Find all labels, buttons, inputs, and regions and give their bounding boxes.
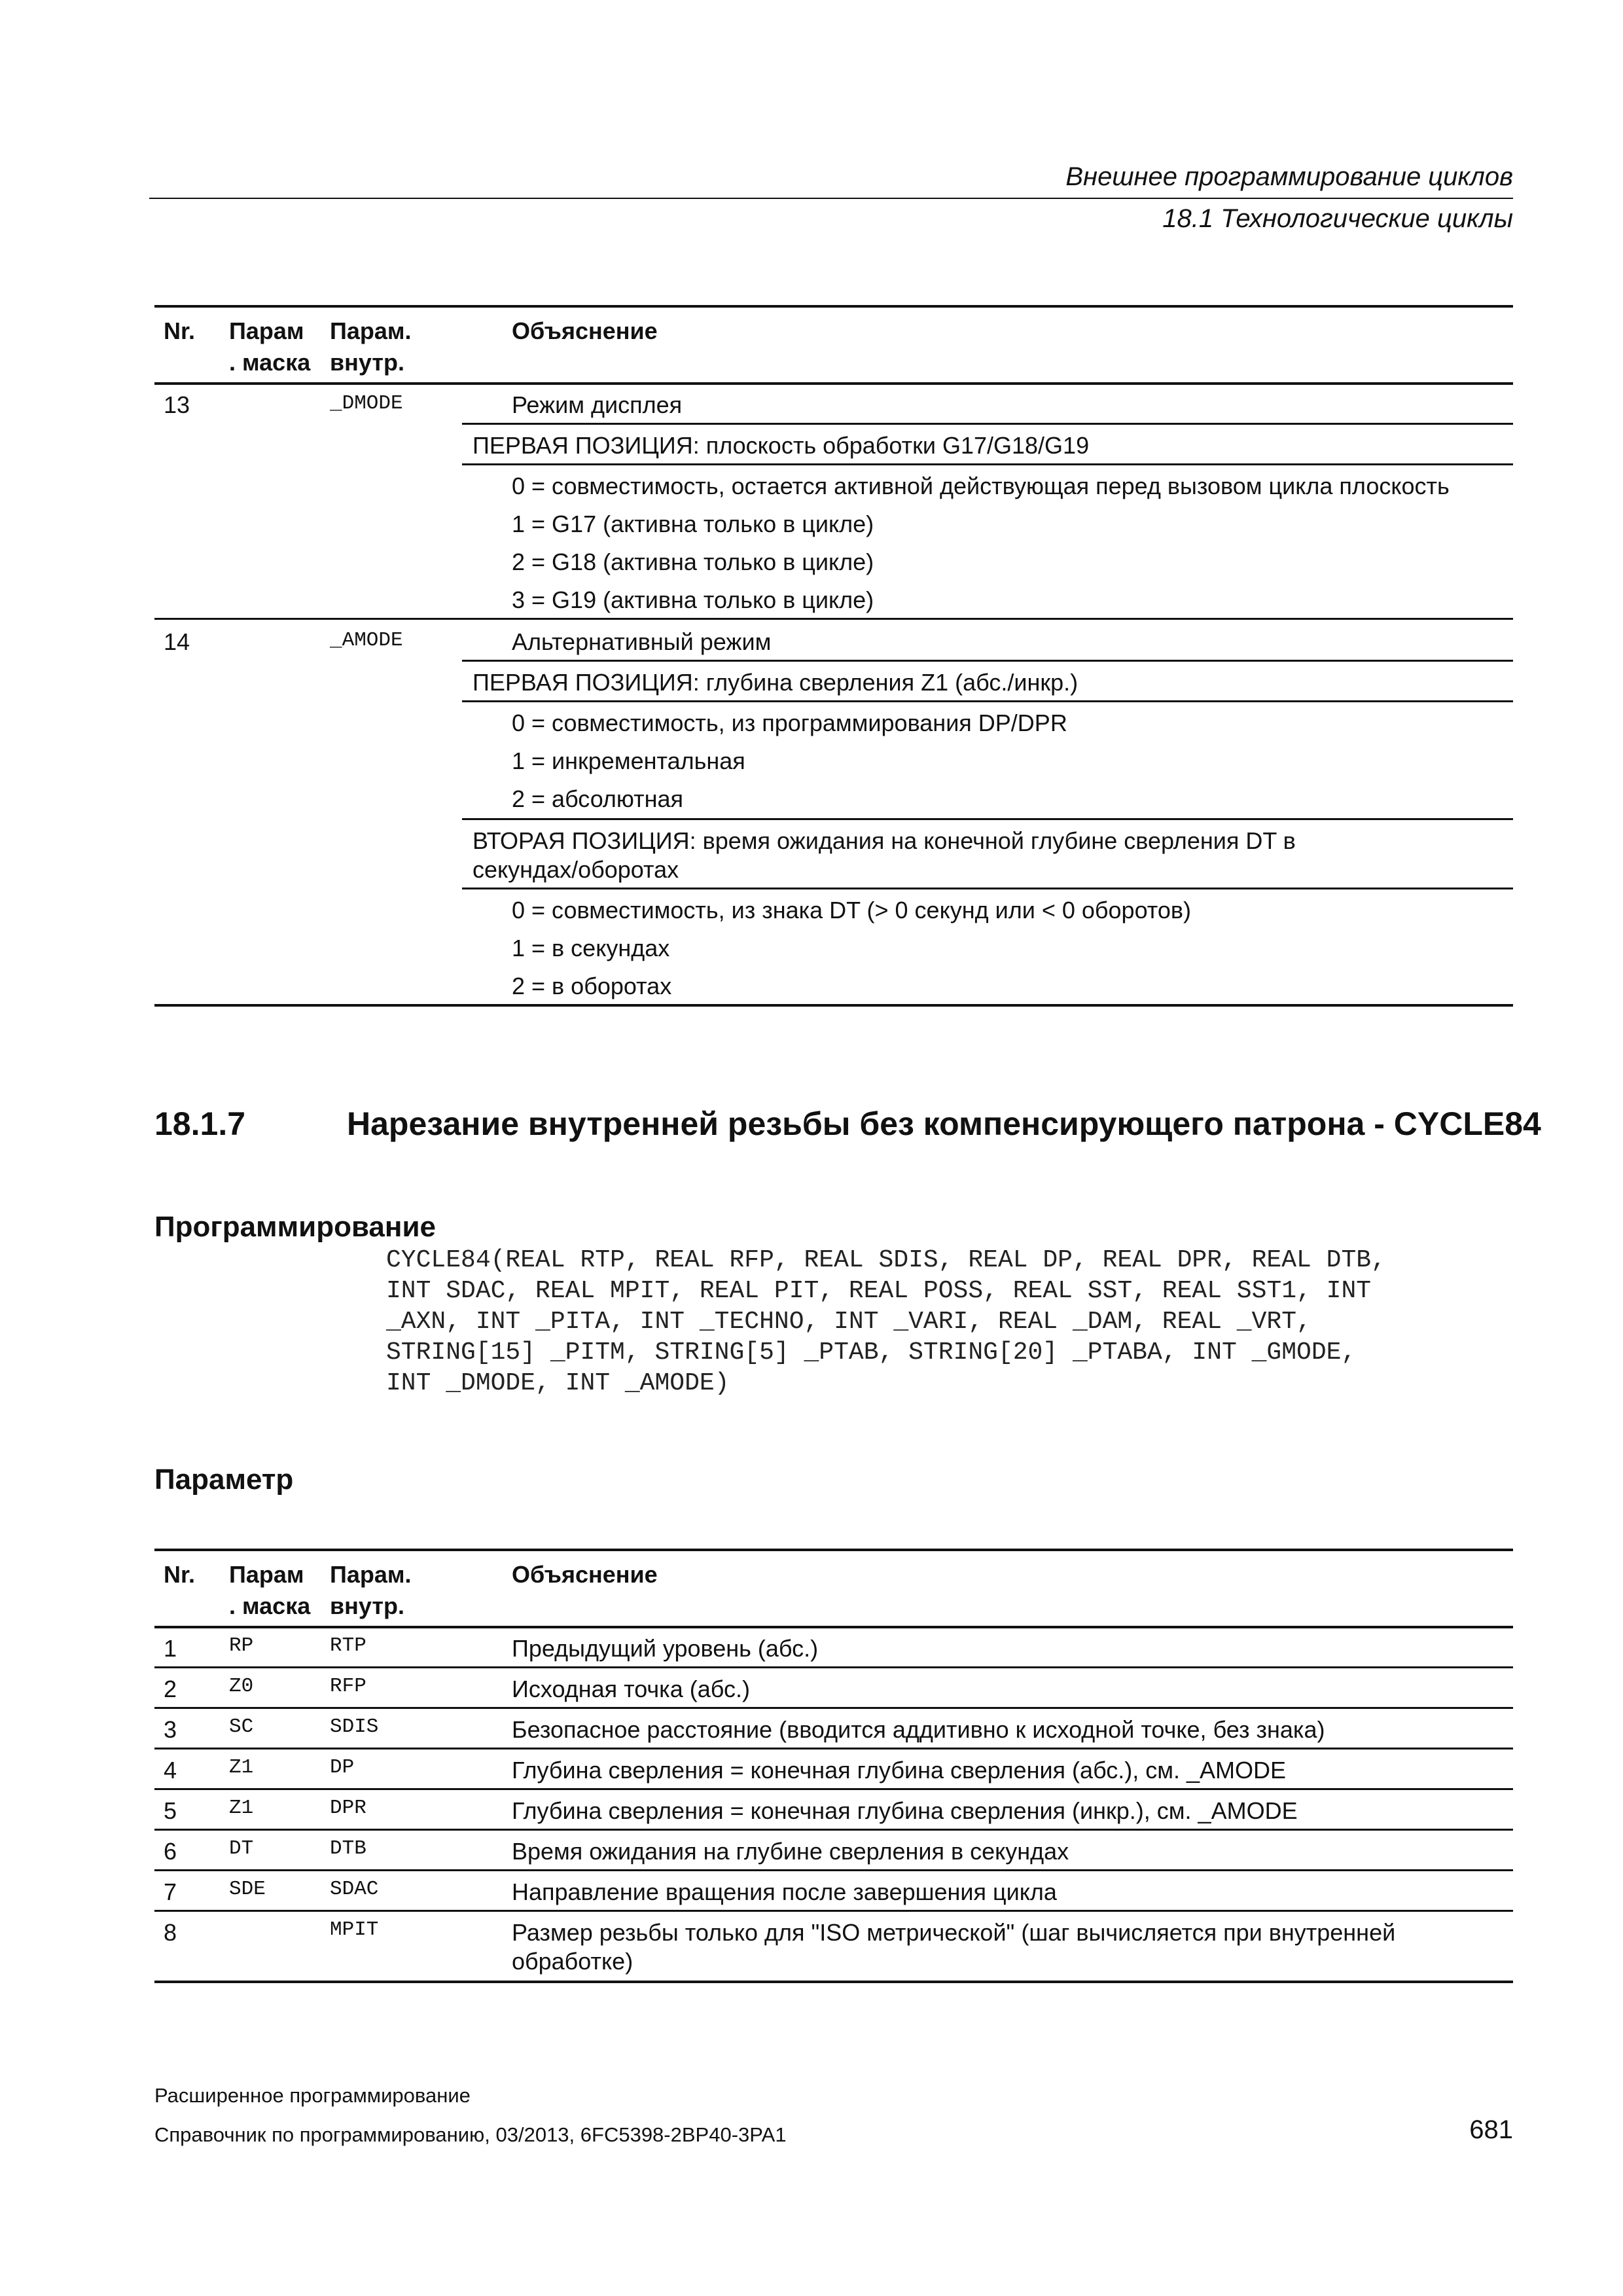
table-top-rule [154,1549,1513,1551]
row-nr: 5 [164,1797,177,1824]
section-number: 18.1.7 [154,1105,246,1142]
row-explanation: Глубина сверления = конечная глубина сверления (инкр.), см. _AMODE [512,1797,1298,1824]
col-header-nr: Nr. [164,317,196,344]
row-explanation: Исходная точка (абс.) [512,1676,750,1702]
row-nr: 4 [164,1757,177,1784]
row-subrule [462,818,1513,820]
code-line: INT _DMODE, INT _AMODE) [386,1369,730,1397]
option-line: 2 = G18 (активна только в цикле) [512,548,874,575]
option-line: 3 = G19 (активна только в цикле) [512,586,874,613]
col-header-nr: Nr. [164,1561,196,1588]
header-bottom-rule [154,1626,1513,1628]
parameter-heading: Параметр [154,1463,294,1496]
row-separator [154,1707,1513,1709]
row-param-int: DPR [330,1797,366,1820]
row-subrule [462,700,1513,702]
row-param-int: SDIS [330,1715,379,1738]
row-subrule [462,660,1513,662]
section-title: Нарезание внутренней резьбы без компенсирующего патрона - CYCLE84 [347,1105,1541,1142]
row-param-int: _AMODE [330,629,403,652]
option-line: 1 = в секундах [512,935,670,961]
row-subrule [462,888,1513,889]
footer-book-title: Расширенное программирование [154,2084,471,2107]
row-separator [154,1748,1513,1749]
row-param-mask: RP [229,1634,254,1657]
row-position-1: ПЕРВАЯ ПОЗИЦИЯ: глубина сверления Z1 (абс./инкр.) [473,669,1079,696]
programming-heading: Программирование [154,1211,436,1243]
row-separator [154,1788,1513,1790]
col-header-int-line2: внутр. [330,349,404,376]
row-position-2-line2: секундах/оборотах [473,856,679,883]
row-explanation: Глубина сверления = конечная глубина сверления (абс.), см. _AMODE [512,1757,1287,1784]
table-bottom-rule [154,1004,1513,1007]
col-header-int-line1: Парам. [330,317,412,344]
col-header-mask-line1: Парам [229,1561,304,1588]
row-param-mask: Z0 [229,1675,254,1698]
col-header-mask-line1: Парам [229,317,304,344]
running-header-section: 18.1 Технологические циклы [1162,204,1513,233]
option-line: 0 = совместимость, из знака DT (> 0 секунд или < 0 оборотов) [512,897,1192,924]
row-param-int: DP [330,1756,355,1779]
option-line: 1 = G17 (активна только в цикле) [512,511,874,537]
code-line: CYCLE84(REAL RTP, REAL RFP, REAL SDIS, REAL DP, REAL DPR, REAL DTB, [386,1246,1386,1274]
option-line: 0 = совместимость, остается активной действующая перед вызовом цикла плоскость [512,473,1450,499]
row-nr: 7 [164,1878,177,1905]
row-explanation: Безопасное расстояние (вводится аддитивно к исходной точке, без знака) [512,1716,1325,1743]
page-number: 681 [1469,2115,1513,2144]
col-header-int-line1: Парам. [330,1561,412,1588]
code-line: _AXN, INT _PITA, INT _TECHNO, INT _VARI, REAL _DAM, REAL _VRT, [386,1308,1311,1336]
row-nr: 13 [164,391,190,418]
option-line: 0 = совместимость, из программирования DP/DPR [512,709,1067,736]
code-line: INT SDAC, REAL MPIT, REAL PIT, REAL POSS, REAL SST, REAL SST1, INT [386,1277,1372,1305]
option-line: 2 = абсолютная [512,785,684,812]
table-top-rule [154,305,1513,308]
row-param-mask: Z1 [229,1797,254,1820]
row-param-int: _DMODE [330,392,403,415]
row-separator [154,1869,1513,1871]
running-header-chapter: Внешнее программирование циклов [1065,162,1513,191]
option-line: 1 = инкрементальная [512,747,745,774]
row-separator [154,1910,1513,1912]
row-nr: 3 [164,1716,177,1743]
col-header-mask-line2: . маска [229,349,311,376]
option-line: 2 = в оборотах [512,973,672,999]
row-separator [154,1666,1513,1668]
row-separator [154,618,1513,620]
row-param-int: DTB [330,1837,366,1860]
col-header-mask-line2: . маска [229,1592,311,1619]
row-nr: 14 [164,628,190,655]
row-explanation: Предыдущий уровень (абс.) [512,1635,819,1662]
row-param-int: RFP [330,1675,366,1698]
row-subrule [462,463,1513,465]
row-param-int: RTP [330,1634,366,1657]
row-nr: 1 [164,1635,177,1662]
row-subrule [462,423,1513,425]
row-nr: 2 [164,1676,177,1702]
row-nr: 8 [164,1919,177,1946]
row-param-mask: DT [229,1837,254,1860]
row-param-mask: SDE [229,1878,266,1901]
row-position-1: ПЕРВАЯ ПОЗИЦИЯ: плоскость обработки G17/G18/G19 [473,432,1090,459]
row-explanation: Размер резьбы только для "ISO метрической" (шаг вычисляется при внутренней [512,1919,1396,1946]
row-explanation: Направление вращения после завершения цикла [512,1878,1057,1905]
row-explanation-cont: обработке) [512,1948,633,1975]
row-separator [154,1829,1513,1831]
row-param-int: SDAC [330,1878,379,1901]
code-line: STRING[15] _PITM, STRING[5] _PTAB, STRING[20] _PTABA, INT _GMODE, [386,1338,1357,1367]
header-rule [149,198,1513,199]
footer-reference: Справочник по программированию, 03/2013, 6FC5398-2BP40-3PA1 [154,2123,787,2146]
col-header-int-line2: внутр. [330,1592,404,1619]
row-title: Альтернативный режим [512,628,772,655]
row-param-mask: SC [229,1715,254,1738]
table-bottom-rule [154,1981,1513,1983]
row-param-mask: Z1 [229,1756,254,1779]
header-bottom-rule [154,382,1513,385]
col-header-explanation: Объяснение [512,1561,658,1588]
row-explanation: Время ожидания на глубине сверления в секундах [512,1838,1069,1865]
row-position-2-line1: ВТОРАЯ ПОЗИЦИЯ: время ожидания на конечной глубине сверления DT в [473,827,1296,854]
row-nr: 6 [164,1838,177,1865]
row-title: Режим дисплея [512,391,683,418]
col-header-explanation: Объяснение [512,317,658,344]
row-param-int: MPIT [330,1918,379,1941]
